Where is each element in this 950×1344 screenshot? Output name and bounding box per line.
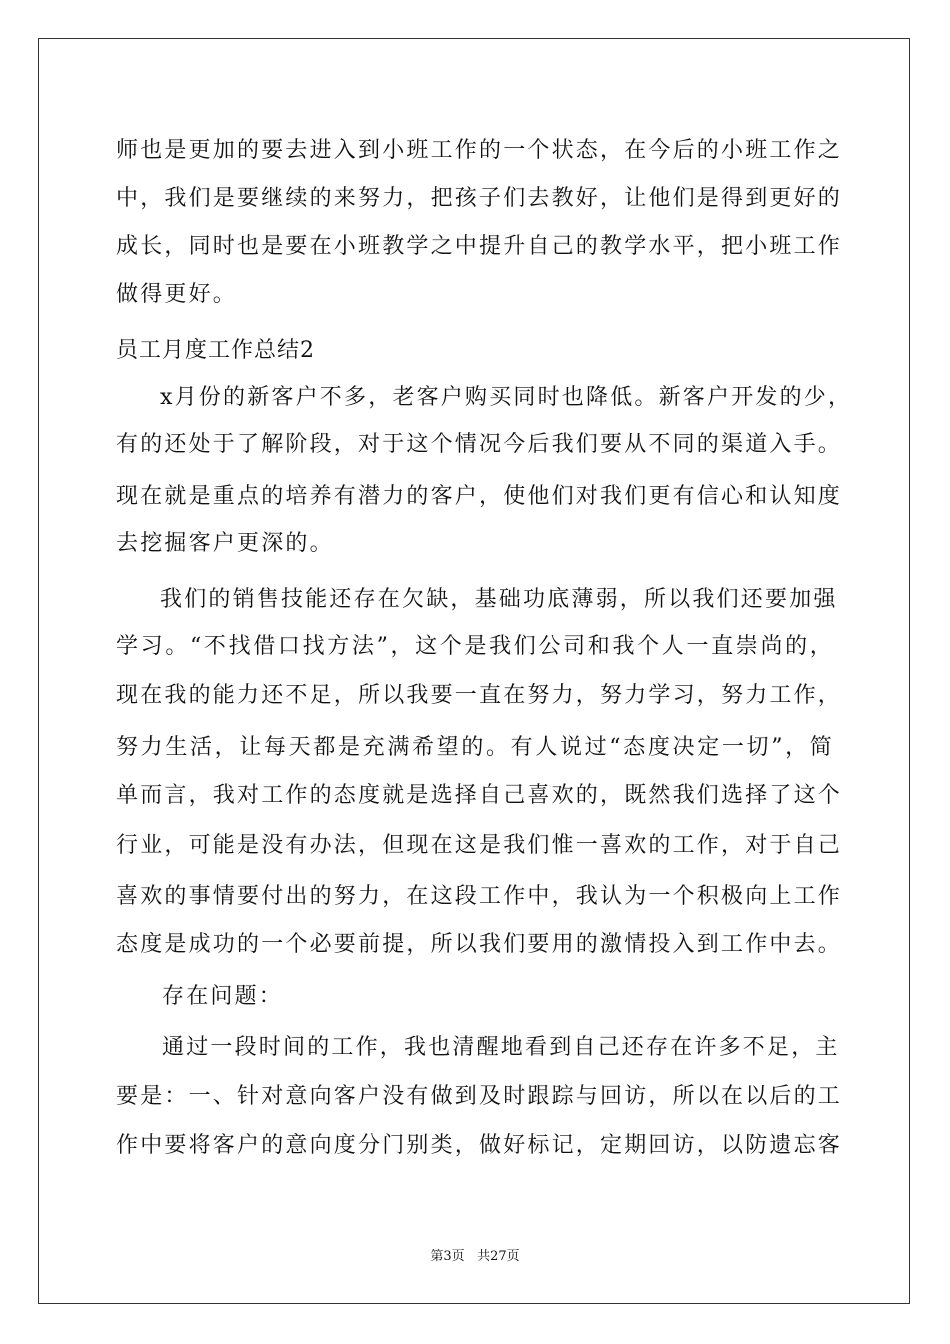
text-line: 师也是更加的要去进入到小班工作的一个状态，在今后的小班工作之 <box>116 138 843 163</box>
text-line: 行业，可能是没有办法，但现在这是我们惟一喜欢的工作，对于自己 <box>116 833 843 858</box>
text-line: 有的还处于了解阶段，对于这个情况今后我们要从不同的渠道入手。 <box>116 432 843 457</box>
text-line: 做得更好。 <box>116 282 238 307</box>
text-line: 作中要将客户的意向度分门别类，做好标记，定期回访，以防遗忘客 <box>116 1133 843 1158</box>
text-line: 现在就是重点的培养有潜力的客户，使他们对我们更有信心和认知度 <box>116 484 843 509</box>
text-line: 学习。“不找借口找方法”，这个是我们公司和我个人一直崇尚的， <box>116 634 834 659</box>
page-border <box>38 38 910 1304</box>
text-line: 我们的销售技能还存在欠缺，基础功底薄弱，所以我们还要加强 <box>160 587 838 612</box>
text-line: 存在问题： <box>162 984 284 1009</box>
text-line: 中，我们是要继续的来努力，把孩子们去教好，让他们是得到更好的 <box>116 186 843 211</box>
text-line: 成长，同时也是要在小班教学之中提升自己的教学水平，把小班工作 <box>116 234 843 259</box>
text-line: 喜欢的事情要付出的努力，在这段工作中，我认为一个积极向上工作 <box>116 884 843 909</box>
page-number: 第3页 <box>430 1249 465 1264</box>
text-line: 通过一段时间的工作，我也清醒地看到自己还存在许多不足，主 <box>162 1035 840 1060</box>
page-total: 共27页 <box>477 1249 520 1264</box>
text-line: 现在我的能力还不足，所以我要一直在努力，努力学习，努力工作， <box>116 683 843 708</box>
page-footer <box>0 1247 950 1267</box>
text-line: 单而言，我对工作的态度就是选择自己喜欢的，既然我们选择了这个 <box>116 783 843 808</box>
section-heading: 员工月度工作总结2 <box>116 338 315 363</box>
text-line: x月份的新客户不多，老客户购买同时也降低。新客户开发的少， <box>160 385 853 410</box>
text-line: 努力生活，让每天都是充满希望的。有人说过“态度决定一切”，简 <box>116 735 834 760</box>
text-line: 要是：一、针对意向客户没有做到及时跟踪与回访，所以在以后的工 <box>116 1084 843 1109</box>
text-line: 态度是成功的一个必要前提，所以我们要用的激情投入到工作中去。 <box>116 932 843 957</box>
text-line: 去挖掘客户更深的。 <box>116 531 334 556</box>
